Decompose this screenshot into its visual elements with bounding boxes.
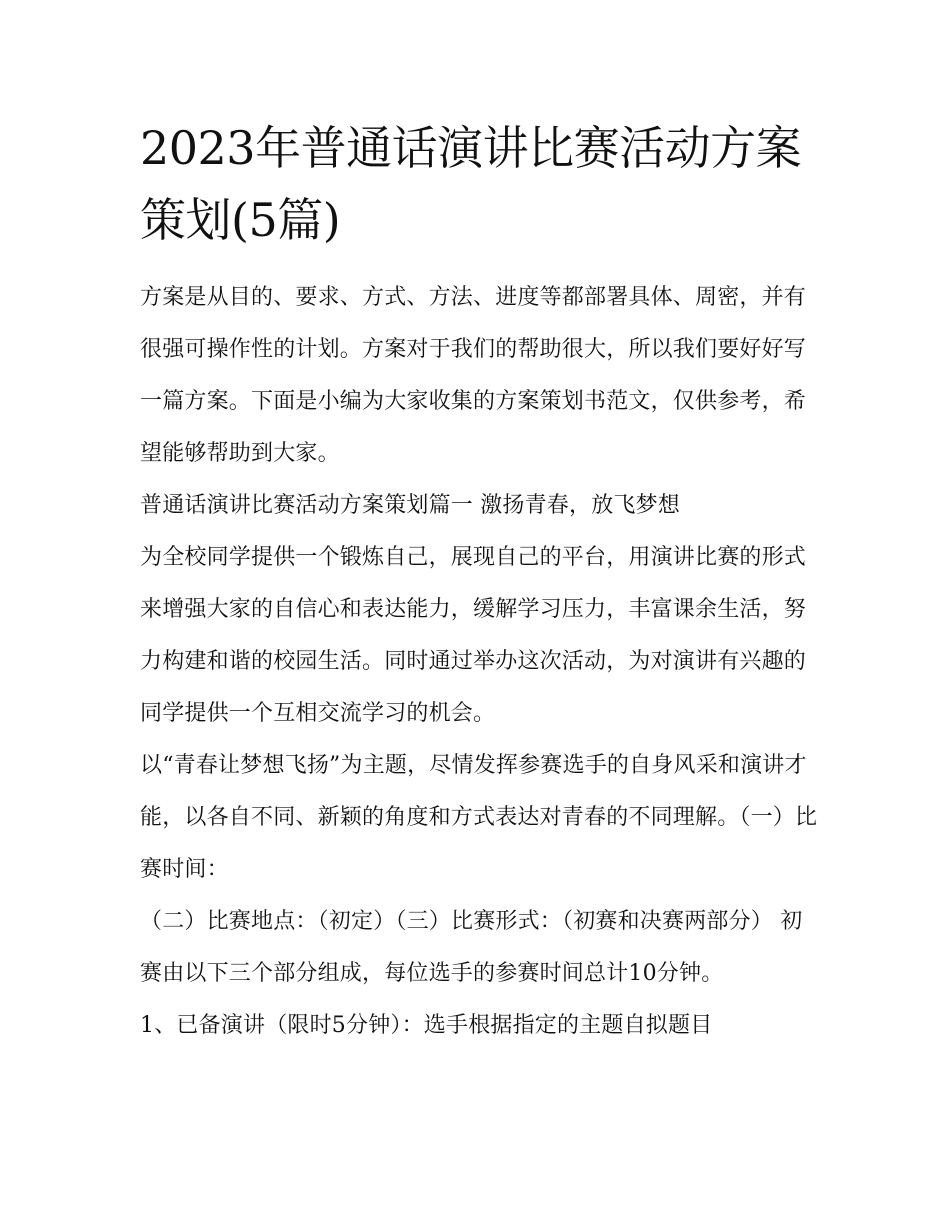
prepared-speech-paragraph: 1、已备演讲（限时5分钟）：选手根据指定的主题自拟题目 [140, 1013, 713, 1038]
theme-paragraph: 以“青春让梦想飞扬”为主题，尽情发挥参赛选手的自身风采和演讲才能，以各自不同、新颖的角度和方式表达对青春的不同理解。（一）比赛时间： [140, 753, 818, 882]
purpose-paragraph: 为全校同学提供一个锻炼自己，展现自己的平台，用演讲比赛的形式来增强大家的自信心和表达能力，缓解学习压力，丰富课余生活，努力构建和谐的校园生活。同时通过举办这次活动，为对演讲有兴趣的同学提供一个互相交流学习的机会。 [140, 545, 807, 726]
venue-format-paragraph: （二）比赛地点：（初定）（三）比赛形式：（初赛和决赛两部分） 初赛由以下三个部分组成，每位选手的参赛时间总计10分钟。 [140, 909, 803, 986]
intro-paragraph: 方案是从目的、要求、方式、方法、进度等都部署具体、周密，并有很强可操作性的计划。方案对于我们的帮助很大，所以我们要好好写一篇方案。下面是小编为大家收集的方案策划书范文，仅供参考，希望能够帮助到大家。 [140, 285, 807, 466]
section-heading: 普通话演讲比赛活动方案策划篇一 激扬青春，放飞梦想 [140, 493, 680, 518]
document-page [140, 112, 820, 1052]
document-title: 2023年普通话演讲比赛活动方案策划(5篇) [140, 121, 802, 247]
